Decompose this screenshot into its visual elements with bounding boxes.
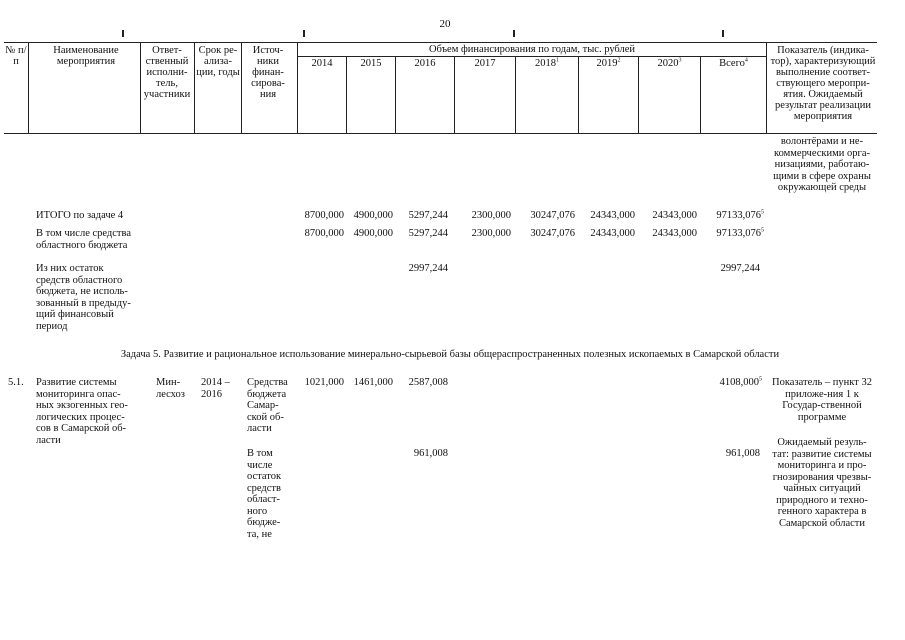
header-indicator: Показатель (индика-тор), характеризующий выполнение соответ-ствующего меропри-ятия. Ожидаемый результат реализации мероприятия	[770, 45, 876, 122]
source-cell: Средства бюджета Самар-ской об-ласти	[247, 377, 288, 434]
year-header: 2018$^1$	[535, 57, 559, 69]
continued-indicator-text: волонтёрами и не-коммерческими орга-низациями, работаю-щими в сфере охраны окружающей среды	[773, 136, 871, 193]
value-cell: 24343,000	[652, 228, 697, 239]
value-cell: 2997,244	[408, 263, 448, 274]
year-header: 2016	[414, 58, 436, 69]
year-header: 2019$^2$	[596, 57, 621, 69]
tick-mark	[303, 30, 305, 37]
year-header: Всего$^4$	[719, 57, 748, 69]
indicator-cell: Показатель – пункт 32 приложе-ния 1 к Государ-ственной программе	[772, 377, 872, 423]
value-cell: 5297,244	[408, 210, 448, 221]
tick-mark	[722, 30, 724, 37]
indicator-cell: Ожидаемый резуль-тат: развитие системы мониторинга и про-гнозирования чрезвы-чайных ситуаций природного и техно-генного характера в Самарской области	[772, 437, 872, 529]
task-title: Задача 5. Развитие и рациональное использование минерально-сырьевой базы общераспространенных полезных ископаемых в Самарской области	[120, 349, 780, 360]
value-cell: 8700,000	[304, 210, 344, 221]
header-responsible: Ответ-ственный исполни-тель, участники	[143, 45, 191, 100]
value-cell: 1461,000	[353, 377, 393, 388]
value-cell: 2587,008	[408, 377, 448, 388]
total-cell: 97133,076$^5$	[716, 209, 764, 221]
tick-mark	[122, 30, 124, 37]
total-cell: 97133,076$^5$	[716, 227, 764, 239]
value-cell: 30247,076	[530, 228, 575, 239]
value-cell: 4900,000	[353, 228, 393, 239]
row-label: Развитие системы мониторинга опас-ных экзогенных гео-логических процес-сов в Самарской об-ласти	[36, 377, 128, 446]
row-number: 5.1.	[8, 377, 24, 388]
total-cell: 961,008	[725, 448, 760, 459]
total-cell: 2997,244	[720, 263, 760, 274]
page-number: 20	[439, 18, 451, 30]
header-funding: Объем финансирования по годам, тыс. рублей	[428, 44, 636, 55]
value-cell: 5297,244	[408, 228, 448, 239]
header-name: Наименование мероприятия	[53, 45, 119, 67]
value-cell: 2300,000	[471, 210, 511, 221]
value-cell: 8700,000	[304, 228, 344, 239]
year-header: 2017	[474, 58, 496, 69]
header-source: Источ-ники финан-сирова-ния	[251, 45, 285, 100]
row-label: ИТОГО по задаче 4	[36, 210, 124, 221]
value-cell: 2300,000	[471, 228, 511, 239]
source-cell: В том числе остаток средств област-ного бюдже-та, не	[247, 448, 282, 540]
row-label: Из них остаток средств областного бюджета, не исполь-зованный в предыду-щий финансовый период	[36, 263, 131, 332]
value-cell: 4900,000	[353, 210, 393, 221]
year-header: 2015	[360, 58, 382, 69]
value-cell: 24343,000	[590, 210, 635, 221]
term-cell: 2014 – 2016	[201, 377, 230, 400]
row-label: В том числе средства областного бюджета	[36, 228, 131, 251]
value-cell: 961,008	[413, 448, 448, 459]
header-num: № п/п	[5, 45, 27, 67]
header-term: Срок ре-ализа-ции, годы	[196, 45, 240, 78]
value-cell: 1021,000	[304, 377, 344, 388]
tick-mark	[513, 30, 515, 37]
value-cell: 24343,000	[652, 210, 697, 221]
value-cell: 24343,000	[590, 228, 635, 239]
value-cell: 30247,076	[530, 210, 575, 221]
total-cell: 4108,000$^5$	[719, 376, 762, 388]
responsible-cell: Мин-лесхоз	[156, 377, 185, 400]
year-header: 2020$^3$	[657, 57, 682, 69]
year-header: 2014	[311, 58, 333, 69]
